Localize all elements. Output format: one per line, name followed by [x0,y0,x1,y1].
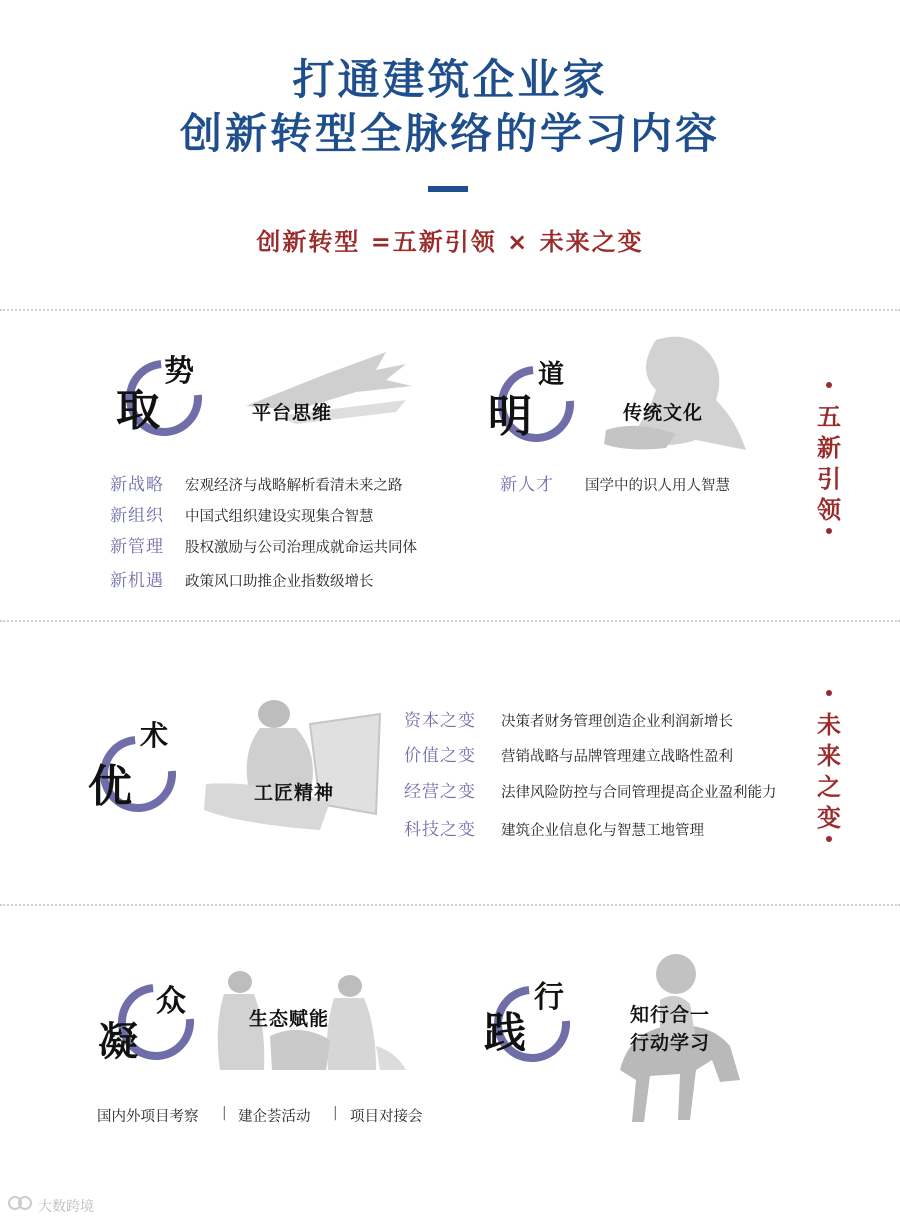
side-dot-top-1 [826,382,832,388]
keyword-new-organization: 新组织 [110,506,164,526]
side-dot-top-2 [826,690,832,696]
side-label-weilai [816,710,842,834]
divider-2 [0,620,900,622]
topic-craftsman-spirit: 工匠精神 [254,782,335,804]
seal-qushi [112,346,208,442]
keyword-capital-change: 资本之变 [404,711,476,731]
keyword-new-opportunity: 新机遇 [110,571,164,591]
divider-3 [0,904,900,906]
desc-new-strategy: 宏观经济与战略解析看清未来之路 [185,478,403,494]
seal-youshu [84,714,184,814]
desc-tech-change: 建筑企业信息化与智慧工地管理 [501,823,704,839]
topic-platform-thinking: 平台思维 [252,402,333,424]
illustration-craftsman [200,684,390,834]
seal-char-main: 凝 [98,1018,138,1065]
footer-item-site-visits: 国内外项目考察 [97,1109,199,1125]
seal-char-main: 取 [116,385,160,436]
seal-char-sub: 术 [140,719,169,752]
topic-traditional-culture: 传统文化 [623,402,704,424]
side-label-wuxin [816,402,842,526]
seal-char-sub: 众 [156,984,186,1019]
seal-jianxing [484,980,580,1076]
footer-separator: | [333,1105,338,1121]
side-dot-bottom-1 [826,528,832,534]
desc-new-talent: 国学中的识人用人智慧 [585,478,730,494]
desc-value-change: 营销战略与品牌管理建立战略性盈利 [501,749,733,765]
side-char: 来 [817,742,841,770]
illustration-ink-figure [596,330,756,460]
side-char: 五 [817,403,841,431]
seal-char-sub: 道 [538,360,565,390]
desc-new-opportunity: 政策风口助推企业指数级增长 [185,574,374,590]
seal-char-main: 践 [484,1008,527,1057]
watermark-logo-icon [8,1194,32,1212]
watermark-text: 大数跨境 [38,1199,94,1215]
keyword-tech-change: 科技之变 [404,820,476,840]
desc-new-management: 股权激励与公司治理成就命运共同体 [185,540,417,556]
seal-char-sub: 行 [534,980,564,1015]
topic-ecosystem-empower: 生态赋能 [249,1008,330,1030]
desc-capital-change: 决策者财务管理创造企业利润新增长 [501,714,733,730]
side-char: 领 [817,496,841,524]
page-subtitle: 创新转型 =五新引领 × 未来之变 [256,228,644,256]
side-char: 新 [817,434,841,462]
divider-1 [0,309,900,311]
keyword-value-change: 价值之变 [404,746,476,766]
desc-operation-change: 法律风险防控与合同管理提高企业盈利能力 [501,785,777,801]
page-title-line2: 创新转型全脉络的学习内容 [179,109,720,158]
side-char: 变 [817,804,841,832]
seal-ningzhong [96,980,200,1076]
keyword-new-management: 新管理 [110,537,164,557]
side-char: 未 [817,711,841,739]
seal-char-sub: 势 [164,354,194,389]
desc-new-organization: 中国式组织建设实现集合智慧 [185,509,374,525]
keyword-operation-change: 经营之变 [404,782,476,802]
footer-separator: | [222,1105,227,1121]
title-underline [428,186,468,192]
page-title-line1: 打通建筑企业家 [292,55,608,104]
topic-knowledge-action-2: 行动学习 [630,1032,711,1054]
side-char: 之 [817,773,841,801]
seal-char-main: 明 [488,391,532,442]
keyword-new-strategy: 新战略 [110,475,164,495]
side-char: 引 [817,465,841,493]
footer-item-project-matching: 项目对接会 [350,1109,423,1125]
side-dot-bottom-2 [826,836,832,842]
footer-item-club-events: 建企荟活动 [238,1109,311,1125]
seal-mingdao [488,360,584,456]
seal-char-main: 优 [88,761,132,812]
topic-knowledge-action-1: 知行合一 [630,1004,711,1026]
keyword-new-talent: 新人才 [500,475,554,495]
